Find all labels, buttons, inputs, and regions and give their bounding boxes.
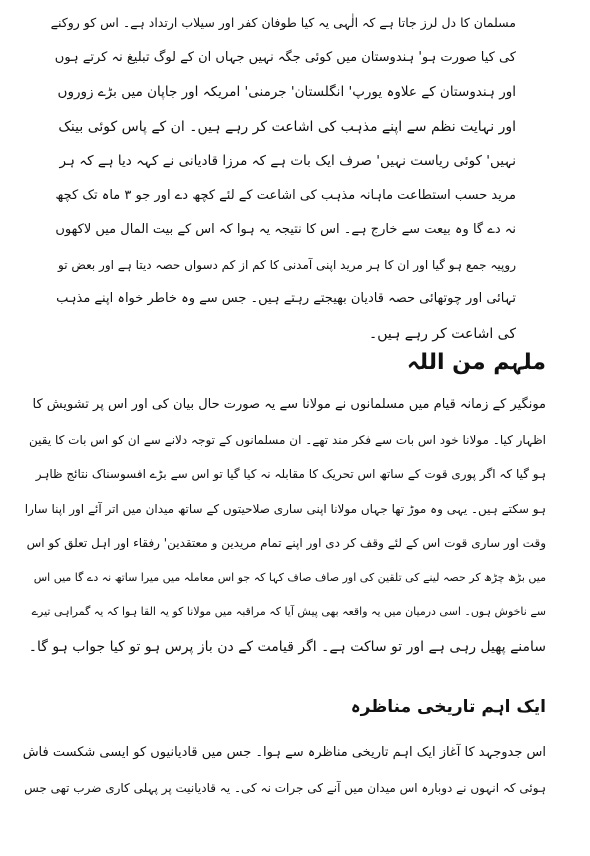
text-line: اور ہندوستان کے علاوہ یورپ' انگلستان' جرمنی' امریکہ اور جاپان میں بڑے زوروں (57, 84, 516, 100)
text-line: کی اشاعت کر رہے ہیں۔ (369, 325, 516, 342)
text-line: اظہار کیا۔ مولانا خود اس بات سے فکر مند تھے۔ ان مسلمانوں کے توجہ دلانے سے ان کو اس بات کا یقین (29, 432, 546, 447)
section-heading-mulham-min-allah: ملہم من اللہ (406, 350, 546, 375)
text-line: اور نہایت نظم سے اپنے مذہب کی اشاعت کر رہے ہیں۔ ان کے پاس کوئی بینک (58, 118, 516, 135)
text-line: سے ناخوش ہوں۔ اسی درمیان میں یہ واقعہ بھی پیش آیا کہ مراقبہ میں مولانا کو یہ القا ہوا کہ یہ گمراہی تیرے (31, 605, 546, 618)
text-line: مونگیر کے زمانہ قیام میں مسلمانوں نے مولانا سے یہ صورت حال بیان کی اور اس پر تشویش کا (32, 397, 546, 412)
paragraph-3 (16, 736, 546, 805)
section-heading-munazara: ایک اہم تاریخی مناظرہ (350, 697, 546, 717)
text-line: کی کیا صورت ہو' ہندوستان میں کوئی جگہ نہیں جہاں ان کے لوگ تبلیغ نہ کرتے ہوں (54, 49, 516, 65)
text-line: مرید حسب استطاعت ماہانہ مذہب کی اشاعت کے لئے کچھ دے اور جو ۳ ماہ تک کچھ (55, 187, 516, 203)
text-line: ہو سکتے ہیں۔ یہی وہ موڑ تھا جہاں مولانا اپنی ساری صلاحیتوں کے ساتھ میدان میں اتر آئے اور اپنا سارا (24, 501, 546, 516)
text-line: وقت اور ساری قوت اس کے لئے وقف کر دی اور اپنے تمام مریدین و معتقدین' رفقاء اور اہل تعلق کو اس (26, 536, 546, 550)
text-line: نہیں' کوئی ریاست نہیں' صرف ایک بات ہے کہ مرزا قادیانی نے کہہ دیا ہے کہ ہر (59, 153, 516, 169)
text-line: نہ دے گا وہ بیعت سے خارج ہے۔ اس کا نتیجہ یہ ہوا کہ اس کے بیت المال میں لاکھوں (55, 222, 516, 237)
text-line: روپیہ جمع ہو گیا اور ان کا ہر مرید اپنی آمدنی کا کم از کم دسواں حصہ دیتا ہے اور بعض تو (58, 257, 516, 272)
text-line: ہوئی کہ انہوں نے دوبارہ اس میدان میں آنے کی جرات نہ کی۔ یہ قادیانیت پر پہلی کاری ضرب تھی جس (24, 780, 546, 795)
text-line: میں بڑھ چڑھ کر حصہ لینے کی تلقین کی اور صاف صاف کہا کہ جو اس معاملہ میں میرا ساتھ نہ دے گا میں اس (33, 570, 546, 584)
paragraph-2 (16, 388, 546, 664)
text-line: تہائی اور چوتھائی حصہ قادیان بھیجتے رہتے ہیں۔ جس سے وہ خاطر خواہ اپنے مذہب (56, 291, 516, 306)
text-line: مسلمان کا دل لرز جاتا ہے کہ الٰہی یہ کیا طوفان کفر اور سیلاب ارتداد ہے۔ اس کو روکنے (50, 15, 516, 30)
text-line: اس جدوجہد کا آغاز ایک اہم تاریخی مناظرہ سے ہوا۔ جس میں قادیانیوں کو ایسی شکست فاش (22, 745, 546, 760)
paragraph-1 (46, 6, 516, 351)
text-line: ہو گیا کہ اگر پوری قوت کے ساتھ اس تحریک کا مقابلہ نہ کیا گیا تو اس سے بڑے افسوسناک نتائج ظاہر (35, 467, 546, 481)
text-line: سامنے پھیل رہی ہے اور تو ساکت ہے۔ اگر قیامت کے دن باز پرس ہو تو کیا جواب ہو گا۔ (28, 638, 546, 655)
